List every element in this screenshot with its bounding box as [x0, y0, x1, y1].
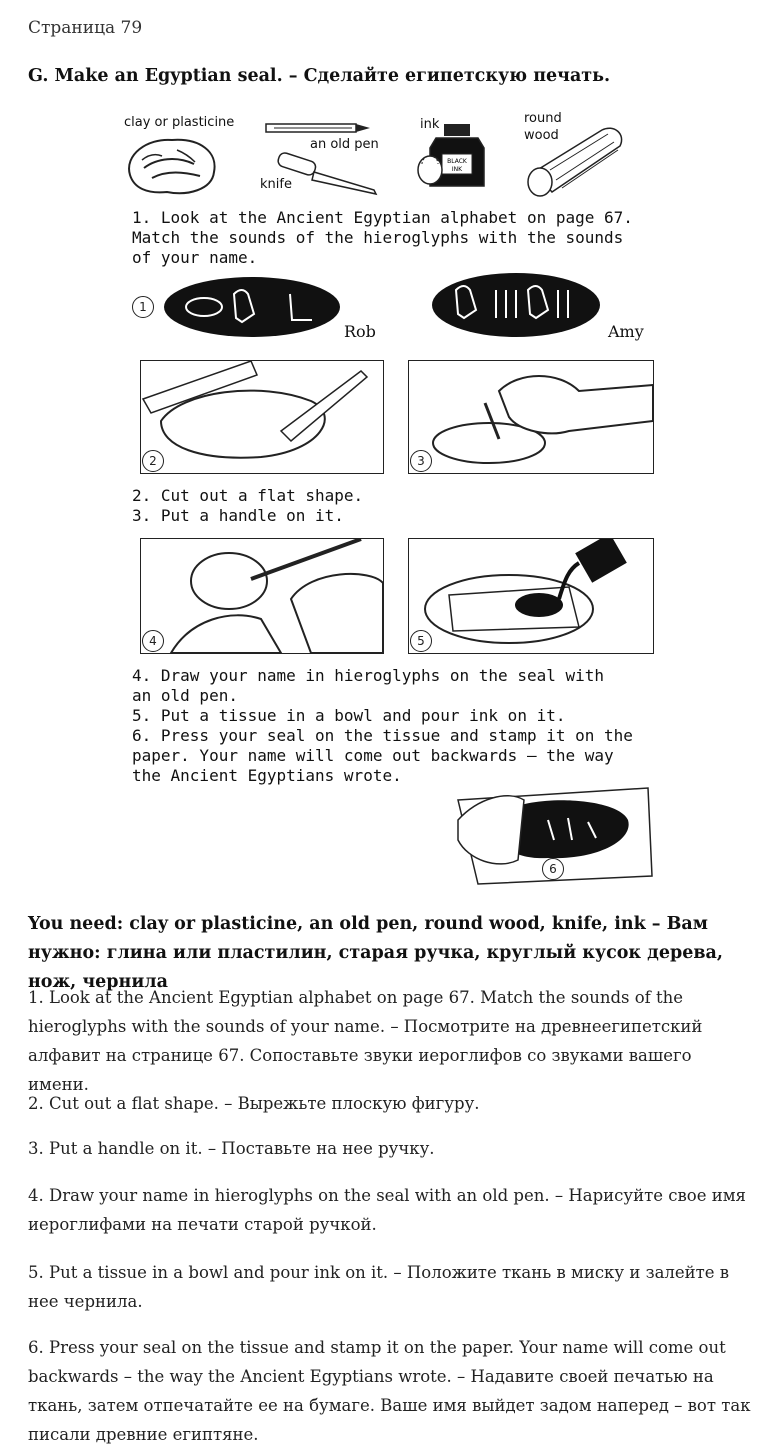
cartouche-rob — [162, 276, 342, 338]
clay-lump-icon — [122, 130, 222, 200]
handle-drawing — [409, 361, 653, 473]
step-number-1: 1 — [132, 296, 154, 318]
cartouche-amy — [430, 272, 602, 338]
svg-text:BLACK: BLACK — [447, 158, 467, 165]
draw-hieroglyphs-drawing — [141, 539, 383, 653]
label-ink: ink — [420, 117, 440, 132]
paragraph-step-6: 6. Press your seal on the tissue and stamp it on the paper. Your name will come out backwards – the way the Ancient Egyptians wrote. – Надавите своей печатью на ткань, затем отпечатайте ее на бумаге. Ваше имя выйдет задом наперед – вот так писали древние египтяне. — [28, 1338, 751, 1444]
paragraph-step-1: 1. Look at the Ancient Egyptian alphabet on page 67. Match the sounds of the hieroglyphs with the sounds of your name. – Посмотрите на древнеегипетский алфавит на странице 67. Сопоставьте звуки иероглифов со звуками вашего имени. — [28, 988, 703, 1094]
round-wood-icon — [522, 120, 632, 200]
label-knife: knife — [260, 177, 292, 192]
instruction-steps-4-6: 4. Draw your name in hieroglyphs on the seal with an old pen. 5. Put a tissue in a bowl and pour ink on it. 6. Press your seal on the tissue and stamp it on the paper. Your name will come out backwards — the way the Ancient Egyptians wrote. — [132, 666, 633, 785]
panel-pour-ink — [408, 538, 654, 654]
step-number-4: 4 — [142, 630, 164, 652]
svg-text:INK: INK — [451, 166, 463, 173]
panel-draw-name — [140, 538, 384, 654]
step-number-5: 5 — [410, 630, 432, 652]
paragraph-step-3: 3. Put a handle on it. – Поставьте на нее ручку. — [28, 1139, 435, 1158]
panel-cut-shape — [140, 360, 384, 474]
step-number-3: 3 — [410, 450, 432, 472]
label-clay: clay or plasticine — [124, 115, 235, 130]
instruction-1: 1. Look at the Ancient Egyptian alphabet on page 67. Match the sounds of the hieroglyphs with the sounds of your name. — [132, 208, 633, 267]
cut-clay-drawing — [141, 361, 383, 473]
textbook-illustration — [118, 100, 663, 895]
ink-bottle-icon — [414, 120, 506, 192]
materials-needed: You need: clay or plasticine, an old pen, round wood, knife, ink – Вам нужно: глина или пластилин, старая ручка, круглый кусок дерева, нож, чернила — [28, 914, 723, 992]
name-amy: Amy — [608, 322, 644, 341]
name-rob: Rob — [344, 322, 376, 341]
paragraph-step-2: 2. Cut out a flat shape. – Вырежьте плоскую фигуру. — [28, 1094, 480, 1113]
paragraph-step-5: 5. Put a tissue in a bowl and pour ink on it. – Положите ткань в миску и залейте в нее чернила. — [28, 1263, 730, 1311]
page-number: Страница 79 — [28, 18, 143, 38]
step-number-2: 2 — [142, 450, 164, 472]
exercise-heading: G. Make an Egyptian seal. – Сделайте египетскую печать. — [28, 66, 611, 86]
step-number-6: 6 — [542, 858, 564, 880]
label-wood: round wood — [524, 111, 562, 143]
panel-put-handle — [408, 360, 654, 474]
paragraph-step-4: 4. Draw your name in hieroglyphs on the seal with an old pen. – Нарисуйте свое имя иероглифами на печати старой ручкой. — [28, 1186, 746, 1234]
instruction-steps-2-3: 2. Cut out a flat shape. 3. Put a handle on it. — [132, 486, 364, 525]
pour-ink-drawing — [409, 539, 653, 653]
label-pen: an old pen — [310, 137, 379, 152]
